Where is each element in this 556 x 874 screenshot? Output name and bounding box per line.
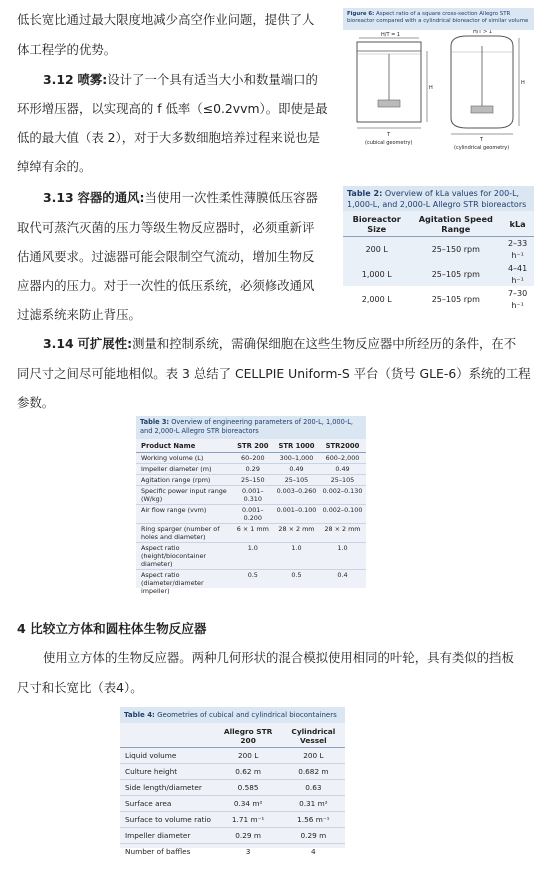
table-row xyxy=(120,812,345,828)
table-row xyxy=(120,780,345,796)
table-row xyxy=(343,262,534,287)
table-cell: 3 xyxy=(245,847,251,856)
table-cell: 6 × 1 mm xyxy=(233,524,274,543)
table-4-caption-text: Geometries of cubical and cylindrical biocontainers xyxy=(157,711,337,719)
table-cell: 200 L xyxy=(215,748,280,764)
column-header: Allegro STR 200 xyxy=(215,723,280,748)
figure-6-caption xyxy=(343,8,534,30)
paragraph-line: 尺寸和长宽比（表4）。 xyxy=(17,680,143,695)
table-row xyxy=(343,237,534,263)
paragraph-line: 使用立方体的生物反应器。两种几何形状的混合模拟使用相同的叶轮，具有类似的挡板 xyxy=(43,650,514,665)
cylindrical-t-label: T xyxy=(480,137,484,143)
table-row xyxy=(136,486,366,505)
section-text: 测量和控制系统，需确保细胞在这些生物反应器中所经历的条件，在不 xyxy=(132,336,517,351)
section-text: 当使用一次性柔性薄膜低压容器 xyxy=(144,190,318,205)
table-cell: 0.585 xyxy=(215,780,280,796)
table-cell: 0.29 xyxy=(233,464,274,475)
table-cell: Impeller diameter xyxy=(120,828,215,844)
table-cell: 28 × 2 mm xyxy=(320,524,366,543)
table-cell: Number of baffles xyxy=(125,847,191,856)
paragraph-line: 应器内的压力。对于一次性的低压系统，必须修改通风 xyxy=(17,278,315,293)
section-3-12-line xyxy=(43,70,318,88)
table-cell: 0.31 m² xyxy=(280,796,345,812)
table-cell: Surface area xyxy=(120,796,215,812)
table-2-grid xyxy=(343,211,534,312)
table-cell: 60–200 xyxy=(233,453,274,464)
paragraph-line: 参数。 xyxy=(17,395,55,410)
table-cell: 0.682 m xyxy=(280,764,345,780)
paragraph-line: 估通风要求。过滤器可能会限制空气流动，增加生物反 xyxy=(17,249,315,264)
table-header-row xyxy=(343,211,534,237)
table-row xyxy=(120,844,345,860)
section-heading: 容器的通风: xyxy=(77,190,145,205)
cubical-ratio-label: H/T = 1 xyxy=(381,32,401,38)
table-3-caption-label: Table 3: xyxy=(140,418,170,426)
table-cell: 200 L xyxy=(365,244,388,254)
table-4 xyxy=(120,707,345,856)
section-heading: 可扩展性: xyxy=(77,336,133,351)
table-cell: Liquid volume xyxy=(120,748,215,764)
cubical-t-label: T xyxy=(387,132,391,138)
table-cell: 600–2,000 xyxy=(320,453,366,464)
paragraph-line: 同尺寸之间尽可能地相似。表 3 总结了 CELLPIE Uniform-S 平台（货号 GLE-6）系统的工程 xyxy=(17,366,531,381)
table-cell: 0.49 xyxy=(274,464,320,475)
table-cell: Side length/diameter xyxy=(120,780,215,796)
table-cell: 2,000 L xyxy=(361,294,392,304)
table-row xyxy=(120,828,345,844)
table-2-caption-label: Table 2: xyxy=(347,189,383,198)
table-4-caption xyxy=(120,707,345,723)
column-header: kLa xyxy=(509,219,526,229)
section-number: 3.13 xyxy=(43,190,74,205)
table-cell: 4–41 h⁻¹ xyxy=(507,264,528,285)
table-cell: 2–33 h⁻¹ xyxy=(507,239,528,260)
table-cell: 0.34 m² xyxy=(215,796,280,812)
cylindrical-geometry-label: (cylindrical geometry) xyxy=(454,145,510,151)
column-header: STR 1000 xyxy=(274,439,320,453)
table-cell: Aspect ratio (diameter/diameter impeller) xyxy=(141,571,204,595)
cubical-h-label: H xyxy=(429,85,433,91)
table-cell: 300–1,000 xyxy=(274,453,320,464)
table-cell: 25–105 xyxy=(274,475,320,486)
table-cell: Agitation range (rpm) xyxy=(136,475,233,486)
section-3-13-line xyxy=(43,188,318,206)
table-cell: Culture height xyxy=(120,764,215,780)
table-cell: 25–150 rpm xyxy=(431,244,480,254)
section-3-14-line xyxy=(43,334,516,352)
table-cell: 0.63 xyxy=(280,780,345,796)
table-cell: Specific power input range (W/kg) xyxy=(136,486,233,505)
table-3-caption xyxy=(136,416,366,439)
cylindrical-ratio-label: H/T > 1 xyxy=(473,30,493,35)
table-cell: 4 xyxy=(311,847,316,856)
paragraph-line: 体工程学的优势。 xyxy=(17,42,117,57)
paragraph-line: 低长宽比通过最大限度地减少高空作业问题，提供了人 xyxy=(17,12,315,27)
table-cell: 0.62 m xyxy=(215,764,280,780)
table-3-caption-text: Overview of engineering parameters of 200-L, 1,000-L, and 2,000-L Allegro STR bioreactors xyxy=(140,418,353,435)
table-row xyxy=(136,475,366,486)
table-row xyxy=(136,524,366,543)
column-header: Product Name xyxy=(136,439,233,453)
figure-6-caption-label: Figure 6: xyxy=(347,11,375,17)
table-cell: 0.29 m xyxy=(280,828,345,844)
figure-6-caption-text: Aspect ratio of a square cross-section Allegro STR bioreactor compared with a cylindrical bioreactor of similar volume xyxy=(347,11,529,24)
column-header: STR2000 xyxy=(320,439,366,453)
table-row xyxy=(136,453,366,464)
table-cell: 0.002–0.130 xyxy=(320,486,366,505)
table-cell: 7–30 h⁻¹ xyxy=(507,289,528,310)
column-header: Agitation Speed Range xyxy=(418,214,493,234)
column-header: Bioreactor Size xyxy=(352,214,401,234)
paragraph-line: 绰绰有余的。 xyxy=(17,159,92,174)
table-cell: 1.0 xyxy=(274,543,320,570)
table-cell: Air flow range (vvm) xyxy=(136,505,233,524)
table-cell: Surface to volume ratio xyxy=(120,812,215,828)
table-cell: 1.71 m⁻¹ xyxy=(215,812,280,828)
table-header-row xyxy=(136,439,366,453)
column-header: Cylindrical Vessel xyxy=(280,723,345,748)
paragraph-line: 取代可蒸汽灭菌的压力等级生物反应器时，必须重新评 xyxy=(17,220,315,235)
figure-6 xyxy=(343,8,534,174)
section-heading: 喷雾: xyxy=(77,72,108,87)
table-row xyxy=(120,764,345,780)
table-2 xyxy=(343,186,534,310)
table-3 xyxy=(136,416,366,595)
table-cell: 0.5 xyxy=(291,571,302,579)
table-row xyxy=(120,748,345,764)
table-cell: Ring sparger (number of holes and diameter) xyxy=(136,524,233,543)
cylindrical-h-label: H xyxy=(521,80,525,86)
table-cell: 1.0 xyxy=(233,543,274,570)
bioreactor-geometry-diagram xyxy=(343,30,534,174)
column-header xyxy=(120,723,215,748)
paragraph-line: 低的最大值（表 2），对于大多数细胞培养过程来说也是 xyxy=(17,130,320,145)
table-cell: 0.001–0.100 xyxy=(274,505,320,524)
table-cell: Working volume (L) xyxy=(136,453,233,464)
table-cell: 0.29 m xyxy=(215,828,280,844)
table-cell: 0.4 xyxy=(337,571,348,579)
table-4-grid xyxy=(120,723,345,859)
table-3-grid xyxy=(136,439,366,596)
table-cell: 25–150 xyxy=(233,475,274,486)
table-row xyxy=(120,796,345,812)
table-row xyxy=(136,464,366,475)
table-cell: 0.003–0.260 xyxy=(274,486,320,505)
table-cell: 28 × 2 mm xyxy=(274,524,320,543)
cubical-geometry-label: (cubical geometry) xyxy=(365,140,413,146)
table-cell: 1.0 xyxy=(320,543,366,570)
cubical-vessel xyxy=(357,32,433,146)
table-cell: 25–105 rpm xyxy=(431,269,480,279)
table-header-row xyxy=(120,723,345,748)
table-cell: Impeller diameter (m) xyxy=(136,464,233,475)
cubical-impeller xyxy=(378,100,400,107)
table-cell: 1,000 L xyxy=(361,269,392,279)
section-text: 设计了一个具有适当大小和数量端口的 xyxy=(107,72,318,87)
table-cell: 0.49 xyxy=(320,464,366,475)
table-cell: 25–105 xyxy=(320,475,366,486)
table-cell: 0.001–0.200 xyxy=(233,505,274,524)
cylindrical-vessel xyxy=(451,30,525,151)
table-row xyxy=(136,505,366,524)
table-cell: 0.5 xyxy=(247,571,258,579)
column-header: STR 200 xyxy=(233,439,274,453)
table-cell: 1.56 m⁻¹ xyxy=(280,812,345,828)
table-row xyxy=(136,570,366,597)
section-4-heading: 4 比较立方体和圆柱体生物反应器 xyxy=(17,621,207,636)
table-2-caption xyxy=(343,186,534,211)
table-cell: Aspect ratio (height/biocontainer diameter) xyxy=(136,543,233,570)
section-number: 3.14 xyxy=(43,336,74,351)
cylindrical-impeller xyxy=(471,106,493,113)
paragraph-line: 过滤系统来防止背压。 xyxy=(17,307,141,322)
table-4-caption-label: Table 4: xyxy=(124,711,155,719)
table-cell: 0.001–0.310 xyxy=(233,486,274,505)
table-cell: 200 L xyxy=(280,748,345,764)
table-row xyxy=(343,287,534,312)
section-number: 3.12 xyxy=(43,72,74,87)
table-row xyxy=(136,543,366,570)
table-2-caption-text: Overview of kLa values for 200-L, 1,000-L, and 2,000-L Allegro STR bioreactors xyxy=(347,189,527,209)
paragraph-line: 环形增压器，以实现高的 f 低率（≤0.2vvm）。即使是最 xyxy=(17,101,328,116)
table-cell: 0.002–0.100 xyxy=(320,505,366,524)
table-cell: 25–105 rpm xyxy=(431,294,480,304)
